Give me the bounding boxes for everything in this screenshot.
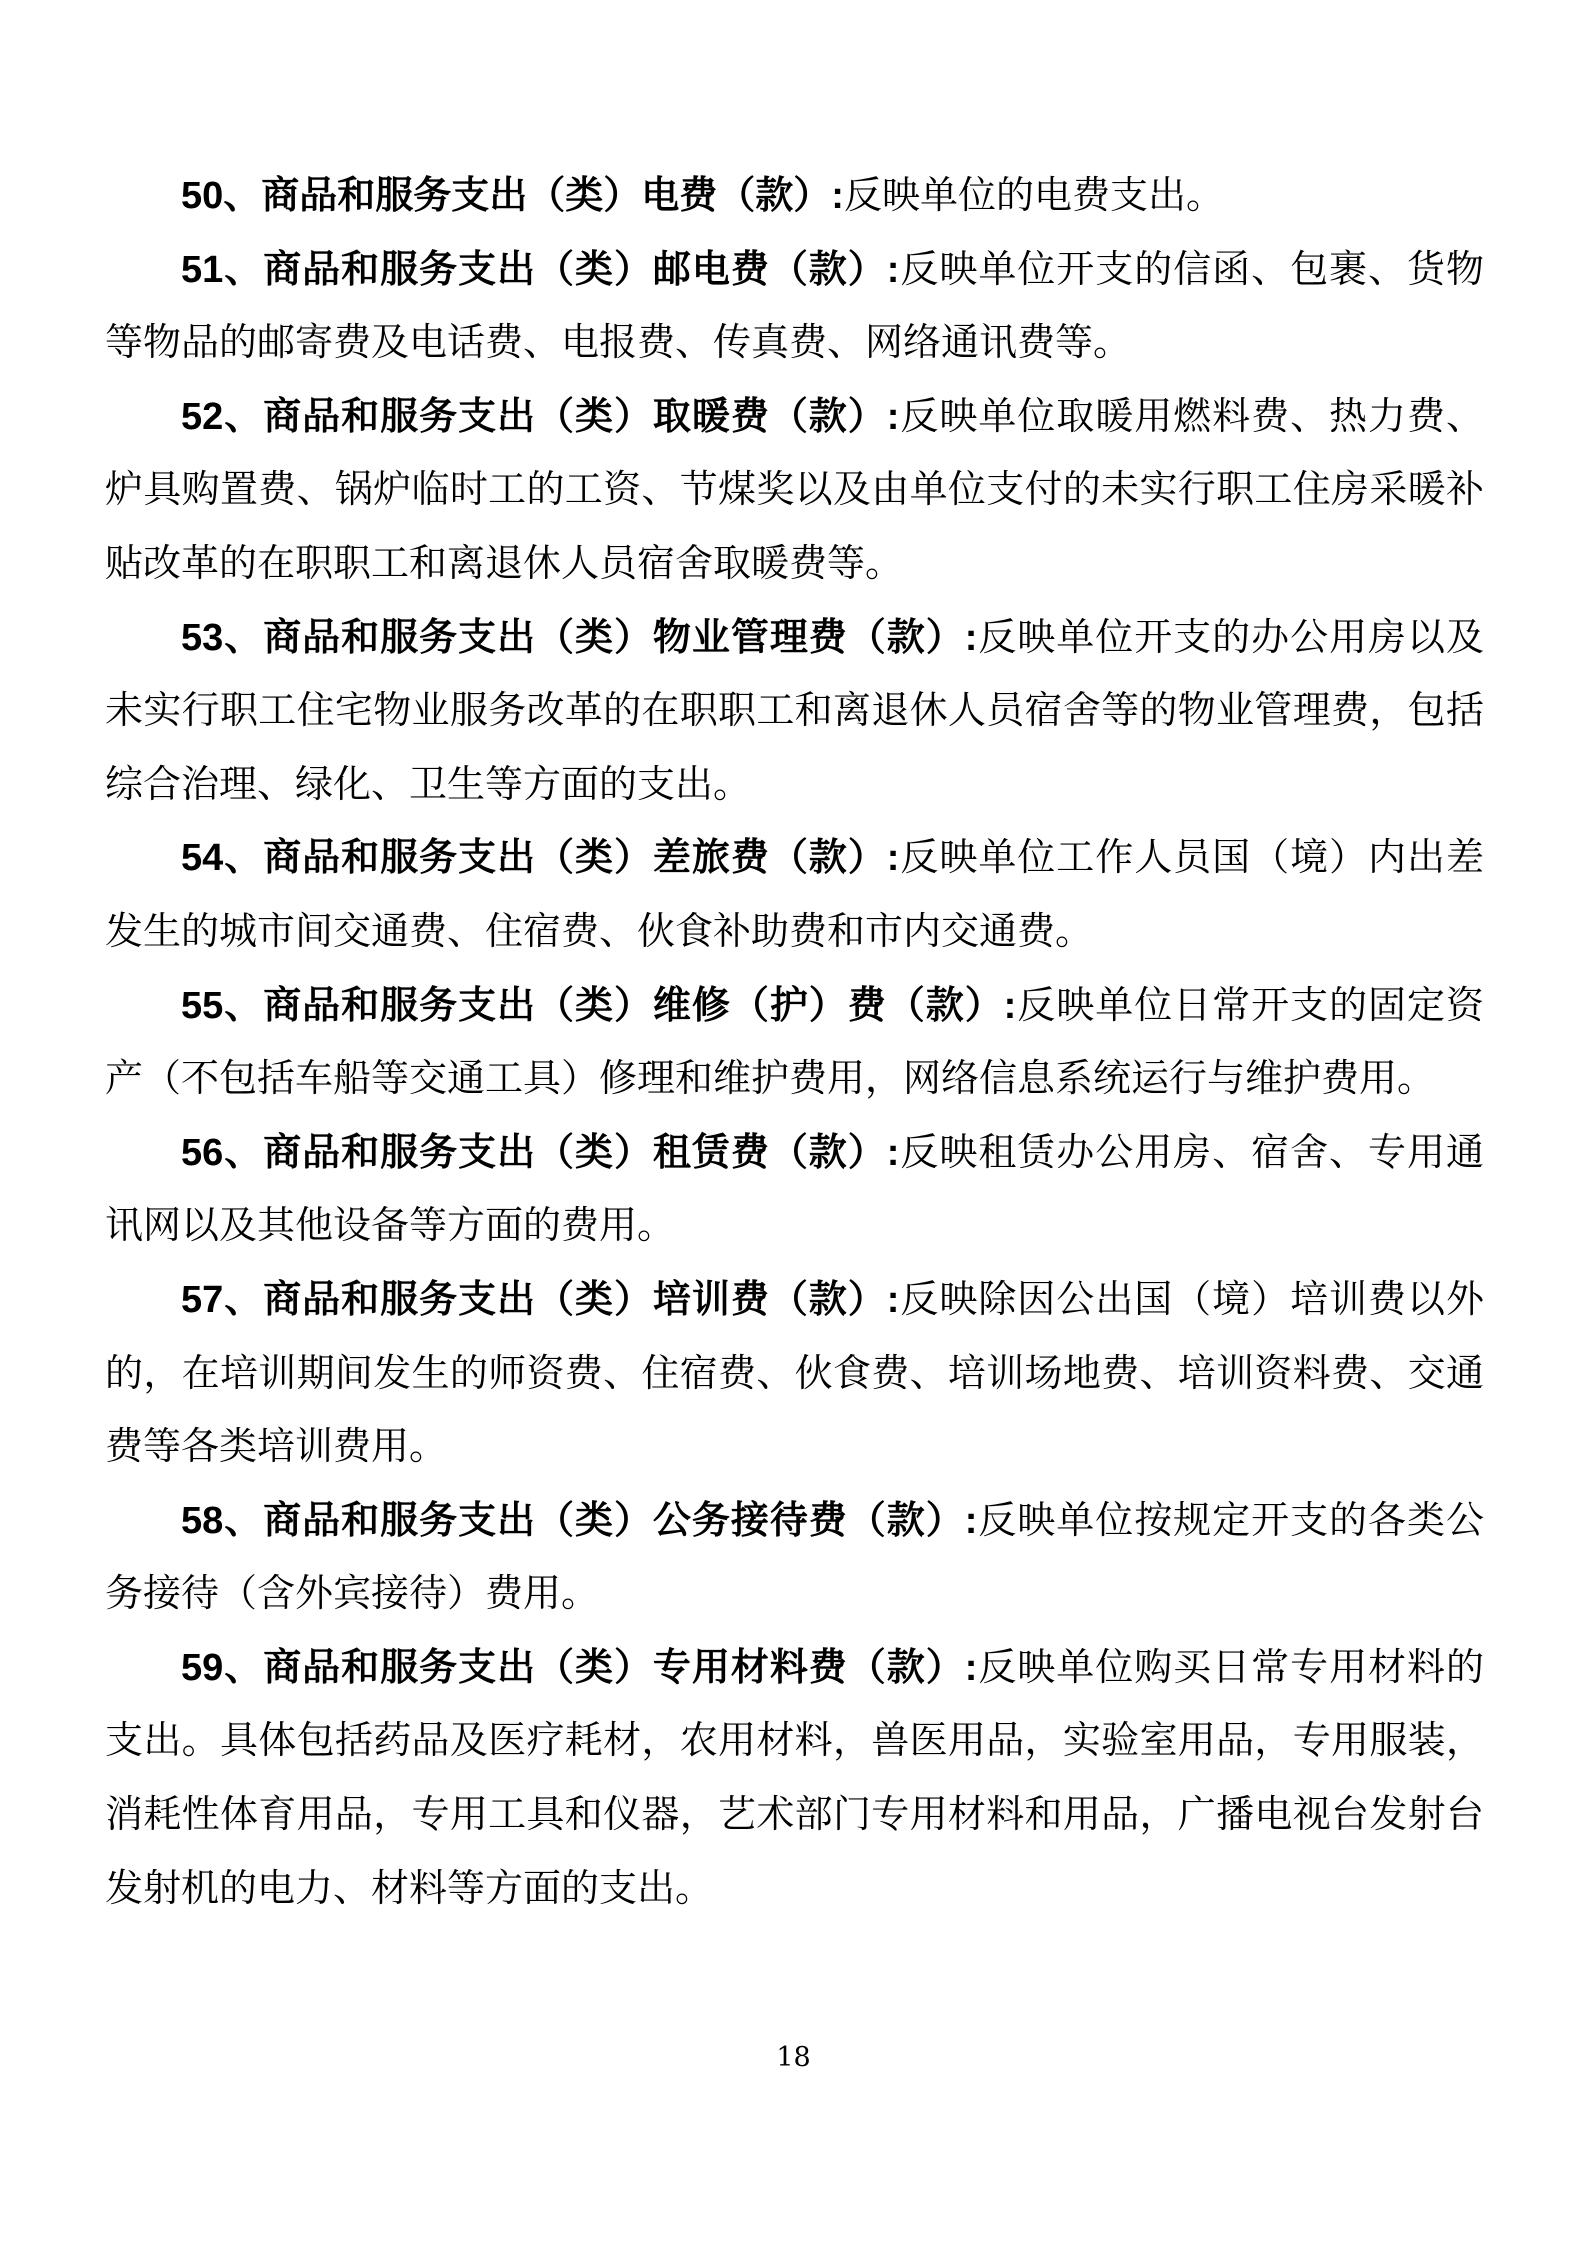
document-body — [105, 160, 1484, 1926]
item-52-header: 52、商品和服务支出（类）取暖费（款）: — [181, 395, 900, 438]
expense-item-56 — [105, 1117, 1484, 1264]
item-53-desc: 反映单位开支的办公用房以及未实行职工住宅物业服务改革的在职职工和离退休人员宿舍等的物业管理费，包括综合治理、绿化、卫生等方面的支出。 — [105, 616, 1484, 806]
item-56-header: 56、商品和服务支出（类）租赁费（款）: — [181, 1131, 900, 1174]
item-50-header: 50、商品和服务支出（类）电费（款）: — [181, 175, 844, 217]
item-54-header: 54、商品和服务支出（类）差旅费（款）: — [181, 837, 900, 880]
item-56-desc: 反映租赁办公用房、宿舍、专用通讯网以及其他设备等方面的费用。 — [105, 1131, 1484, 1248]
expense-item-50 — [105, 160, 1484, 234]
expense-item-58 — [105, 1485, 1484, 1632]
item-55-desc: 反映单位日常开支的固定资产（不包括车船等交通工具）修理和维护费用，网络信息系统运行与维护费用。 — [105, 984, 1484, 1101]
expense-item-59 — [105, 1632, 1484, 1926]
item-50-desc: 反映单位的电费支出。 — [843, 175, 1224, 217]
item-57-header: 57、商品和服务支出（类）培训费（款）: — [181, 1278, 900, 1321]
item-52-desc: 反映单位取暖用燃料费、热力费、炉具购置费、锅炉临时工的工资、节煤奖以及由单位支付的未实行职工住房采暖补贴改革的在职职工和离退休人员宿舍取暖费等。 — [105, 395, 1484, 585]
item-51-header: 51、商品和服务支出（类）邮电费（款）: — [181, 248, 900, 291]
item-53-header: 53、商品和服务支出（类）物业管理费（款）: — [181, 616, 978, 659]
item-57-desc: 反映除因公出国（境）培训费以外的，在培训期间发生的师资费、住宿费、伙食费、培训场地费、培训资料费、交通费等各类培训费用。 — [105, 1278, 1484, 1469]
expense-item-51 — [105, 234, 1484, 381]
page-number: 18 — [776, 2042, 811, 2073]
expense-item-53 — [105, 602, 1484, 823]
item-58-header: 58、商品和服务支出（类）公务接待费（款）: — [181, 1499, 978, 1542]
item-59-desc: 反映单位购买日常专用材料的支出。具体包括药品及医疗耗材，农用材料，兽医用品，实验室用品，专用服装，消耗性体育用品，专用工具和仪器，艺术部门专用材料和用品，广播电视台发射台发射机的电力、材料等方面的支出。 — [105, 1646, 1484, 1910]
item-54-desc: 反映单位工作人员国（境）内出差发生的城市间交通费、住宿费、伙食补助费和市内交通费。 — [105, 837, 1484, 953]
expense-item-55 — [105, 970, 1484, 1117]
item-55-header: 55、商品和服务支出（类）维修（护）费（款）: — [181, 984, 1017, 1027]
expense-item-54 — [105, 822, 1484, 969]
expense-item-52 — [105, 381, 1484, 602]
item-58-desc: 反映单位按规定开支的各类公务接待（含外宾接待）费用。 — [105, 1499, 1484, 1616]
item-59-header: 59、商品和服务支出（类）专用材料费（款）: — [181, 1646, 978, 1689]
expense-item-57 — [105, 1264, 1484, 1485]
item-51-desc: 反映单位开支的信函、包裹、货物等物品的邮寄费及电话费、电报费、传真费、网络通讯费等。 — [105, 248, 1484, 365]
